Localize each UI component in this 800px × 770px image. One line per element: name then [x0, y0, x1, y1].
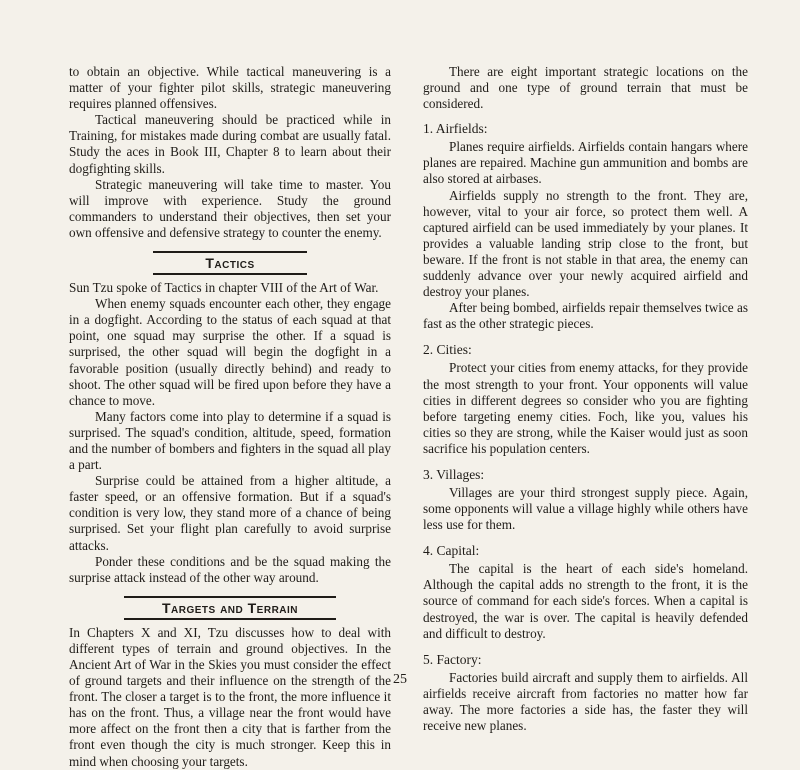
- cities-paragraph: Protect your cities from enemy attacks, for they provide the most strength to your front. Your opponents will value cities in different degrees so consider who you are fighting before targeting enemy cities. Foch, like you, values his cities so they are strong, while the Kaiser would just as soon sacrifice his population centers.: [423, 360, 748, 456]
- tactics-heading-block: [69, 251, 391, 275]
- villages-heading: 3. Villages:: [423, 466, 485, 482]
- left-column: [69, 64, 391, 770]
- airfields-heading: 1. Airfields:: [423, 121, 488, 137]
- airfields-paragraph-1: Planes require airfields. Airfields contain hangars where planes are repaired. Machine gun ammunition and bombs are also stored at airbases.: [423, 139, 748, 187]
- intro-paragraph-2: Tactical maneuvering should be practiced while in Training, for mistakes made during combat are usually fatal. Study the aces in Book III, Chapter 8 to learn about their dogfighting skills.: [69, 112, 391, 176]
- airfields-paragraph-2: Airfields supply no strength to the front. They are, however, vital to your air force, so protect them well. A captured airfield can be used immediately by your planes. It provides a valuable landing strip close to the front, but beware. If the front is not stable in that area, the enemy can suddenly advance over your newly acquired airfield and destroy your planes.: [423, 187, 748, 300]
- capital-heading: 4. Capital:: [423, 543, 480, 559]
- tactics-paragraph-3: Many factors come into play to determine if a squad is surprised. The squad's condition, altitude, speed, formation and the number of bombers and fighters in the squad all play a part.: [69, 408, 391, 473]
- intro-paragraph-1: to obtain an objective. While tactical maneuvering is a matter of your fighter pilot skills, strategic maneuvering requires planned offensives.: [69, 64, 391, 112]
- terrain-heading-block: [69, 596, 391, 620]
- tactics-paragraph-5: Ponder these conditions and be the squad making the surprise attack instead of the other way around.: [69, 553, 391, 585]
- right-column: [423, 64, 748, 734]
- capital-paragraph: The capital is the heart of each side's homeland. Although the capital adds no strength to the front, it is the source of command for each side's forces. When a capital is destroyed, the war is over. The capital is heavily defended and difficult to destroy.: [423, 561, 748, 641]
- tactics-paragraph-4: Surprise could be attained from a higher altitude, a faster speed, or an offensive formation. But if a squad's condition is very low, they stand more of a chance of being surprised. Set your flight plan carefully to avoid surprise attacks.: [69, 473, 391, 553]
- tactics-heading: Tactics: [153, 251, 308, 275]
- terrain-paragraph-1: In Chapters X and XI, Tzu discusses how to deal with different types of terrain and ground objectives. In the Ancient Art of War in the Skies you must consider the effect of ground targets and their influence on the strength of the front. The closer a target is to the front, the more influence it has on the front. Thus, a village near the front would have more affect on the front then a city that is farther from the front even though the city is much stronger. Keep this in mind when choosing your targets.: [69, 624, 391, 769]
- page-number: 25: [393, 672, 407, 687]
- villages-paragraph: Villages are your third strongest supply piece. Again, some opponents will value a village highly while others have less use for them.: [423, 484, 748, 533]
- right-intro-paragraph: There are eight important strategic locations on the ground and one type of ground terrain that must be considered.: [423, 64, 748, 112]
- tactics-paragraph-2: When enemy squads encounter each other, they engage in a dogfight. According to the status of each squad at that point, one squad may surprise the other. If a squad is surprised, the other squad will begin the dogfight in a favorable position (usually directly behind) and ready to shoot. The other squad will be fired upon before they have a chance to move.: [69, 296, 391, 408]
- tactics-paragraph-1: Sun Tzu spoke of Tactics in chapter VIII of the Art of War.: [69, 280, 379, 296]
- factory-heading: 5. Factory:: [423, 651, 482, 667]
- cities-heading: 2. Cities:: [423, 342, 472, 358]
- intro-paragraph-3: Strategic maneuvering will take time to master. You will improve with experience. Study the ground commanders to understand their objectives, then set your own offensive and defensive strategy to counter the enemy.: [69, 176, 391, 240]
- factory-paragraph: Factories build aircraft and supply them to airfields. All airfields receive aircraft from factories no matter how far away. The more factories a side has, the faster they will receive new planes.: [423, 669, 748, 733]
- terrain-heading: Targets and Terrain: [124, 596, 337, 620]
- airfields-paragraph-3: After being bombed, airfields repair themselves twice as fast as the other strategic pieces.: [423, 300, 748, 332]
